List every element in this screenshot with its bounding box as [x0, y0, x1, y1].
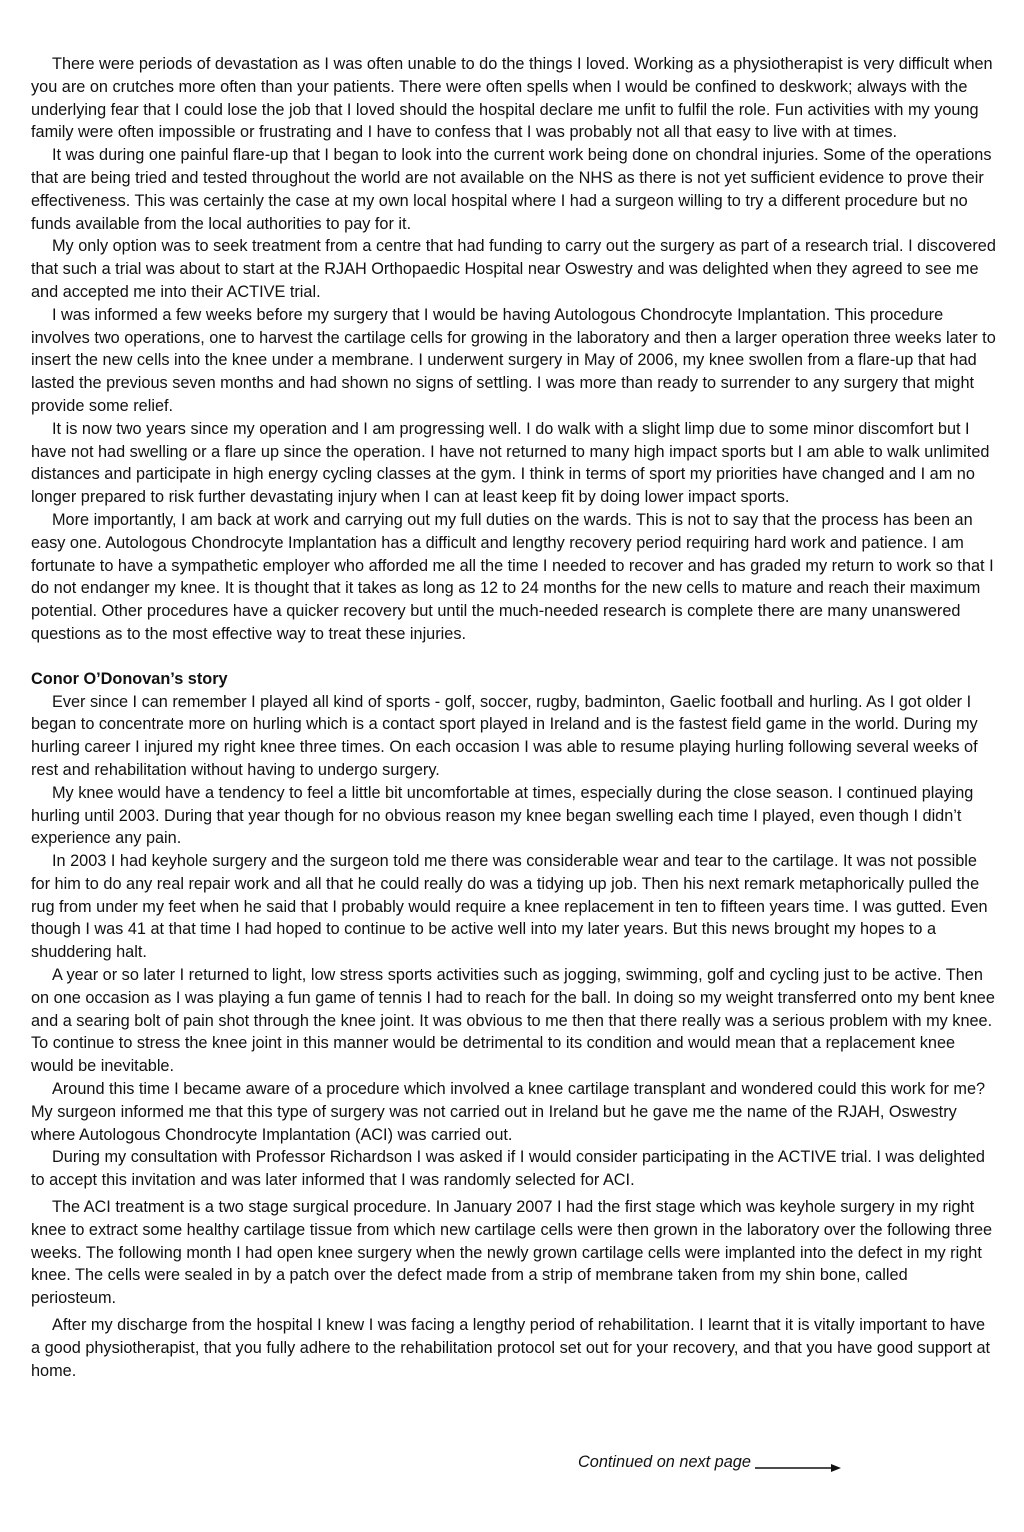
- story-paragraph-6: During my consultation with Professor Richardson I was asked if I would consider participating in the ACTIVE trial. I was delighted to accept this invitation and was later informed that I was randomly selected for ACI.: [31, 1148, 985, 1190]
- arrow-right-icon: [755, 1457, 841, 1467]
- story-paragraph-2: My knee would have a tendency to feel a little bit uncomfortable at times, especially during the close season. I continued playing hurling until 2003. During that year though for no obvious reason my knee began swelling each time I played, even though I didn’t experience any pain.: [31, 783, 974, 848]
- document-page: [31, 53, 997, 1382]
- story-paragraph-5: Around this time I became aware of a procedure which involved a knee cartilage transplant and wondered could this work for me? My surgeon informed me that this type of surgery was not carried out in Ireland but he gave me the name of the RJAH, Oswestry where Autologous Chondrocyte Implantation (ACI) was carried out.: [31, 1080, 986, 1144]
- intro-paragraph-4: I was informed a few weeks before my surgery that I would be having Autologous Chondrocyte Implantation. This procedure involves two operations, one to harvest the cartilage cells for growing in the laboratory and then a larger operation three weeks later to insert the new cells into the knee under a membrane. I underwent surgery in May of 2006, my knee swollen from a flare-up that had lasted the previous seven months and had shown no signs of settling. I was more than ready to surrender to any surgery that might provide some relief.: [31, 305, 996, 415]
- story-paragraph-8: After my discharge from the hospital I knew I was facing a lengthy period of rehabilitation. I learnt that it is vitally important to have a good physiotherapist, that you fully adhere to the rehabilitation protocol set out for your recovery, and that you have good support at home.: [31, 1316, 991, 1380]
- story-heading: Conor O’Donovan’s story: [31, 669, 228, 688]
- story-paragraph-3: In 2003 I had keyhole surgery and the surgeon told me there was considerable wear and tear to the cartilage. It was not possible for him to do any real repair work and all that he could really do was a tidying up job. Then his next remark metaphorically pulled the rug from under my feet when he said that I probably would require a knee replacement in ten to fifteen years time. I was gutted. Even though I was 41 at that time I had hoped to continue to be active well into my later years. But this news brought my hopes to a shuddering halt.: [31, 852, 988, 962]
- story-paragraph-4: A year or so later I returned to light, low stress sports activities such as jogging, swimming, golf and cycling just to be active. Then on one occasion as I was playing a fun game of tennis I had to reach for the ball. In doing so my weight transferred onto my bent knee and a searing bolt of pain shot through the knee joint. It was obvious to me then that there really was a serious problem with my knee. To continue to stress the knee joint in this manner would be detrimental to its condition and would mean that a replacement knee would be inevitable.: [31, 966, 995, 1076]
- story-paragraph-1: Ever since I can remember I played all kind of sports - golf, soccer, rugby, badminton, Gaelic football and hurling. As I got older I began to concentrate more on hurling which is a contact sport played in Ireland and is the fastest field game in the world. During my hurling career I injured my right knee three times. On each occasion I was able to resume playing hurling following several weeks of rest and rehabilitation without having to undergo surgery.: [31, 692, 978, 779]
- continued-label: Continued on next page: [578, 1453, 751, 1471]
- intro-paragraph-6: More importantly, I am back at work and carrying out my full duties on the wards. This is not to say that the process has been an easy one. Autologous Chondrocyte Implantation has a difficult and lengthy recovery period requiring hard work and patience. I am fortunate to have a sympathetic employer who afforded me all the time I needed to recover and has graded my return to work so that I do not endanger my knee. It is thought that it takes as long as 12 to 24 months for the new cells to mature and reach their maximum potential. Other procedures have a quicker recovery but until the much-needed research is complete there are many unanswered questions as to the most effective way to treat these injuries.: [31, 510, 994, 643]
- intro-paragraph-3: My only option was to seek treatment from a centre that had funding to carry out the surgery as part of a research trial. I discovered that such a trial was about to start at the RJAH Orthopaedic Hospital near Oswestry and was delighted when they agreed to see me and accepted me into their ACTIVE trial.: [31, 237, 996, 301]
- story-paragraph-7: The ACI treatment is a two stage surgical procedure. In January 2007 I had the first stage which was keyhole surgery in my right knee to extract some healthy cartilage tissue from which new cartilage cells were then grown in the laboratory over the following three weeks. The following month I had open knee surgery when the newly grown cartilage cells were implanted into the defect in my right knee. The cells were sealed in by a patch over the defect made from a strip of membrane taken from my shin bone, called periosteum.: [31, 1198, 993, 1308]
- intro-paragraph-1: There were periods of devastation as I was often unable to do the things I loved. Working as a physiotherapist is very difficult when you are on crutches more often than your patients. There were often spells when I would be confined to deskwork; always with the underlying fear that I could lose the job that I loved should the hospital declare me unfit to fulfil the role. Fun activities with my young family were often impossible or frustrating and I have to confess that I was probably not all that easy to live with at times.: [31, 55, 993, 142]
- continued-on-next-page: [578, 1451, 841, 1474]
- intro-paragraph-5: It is now two years since my operation and I am progressing well. I do walk with a slight limp due to some minor discomfort but I have not had swelling or a flare up since the operation. I have not returned to many high impact sports but I am able to walk unlimited distances and participate in high energy cycling classes at the gym. I think in terms of sport my priorities have changed and I am no longer prepared to risk further devastating injury when I can at least keep fit by doing lower impact sports.: [31, 419, 990, 507]
- intro-paragraph-2: It was during one painful flare-up that I began to look into the current work being done on chondral injuries. Some of the operations that are being tried and tested throughout the world are not available on the NHS as there is not yet sufficient evidence to prove their effectiveness. This was certainly the case at my own local hospital where I had a surgeon willing to try a different procedure but no funds available from the local authorities to pay for it.: [31, 146, 992, 233]
